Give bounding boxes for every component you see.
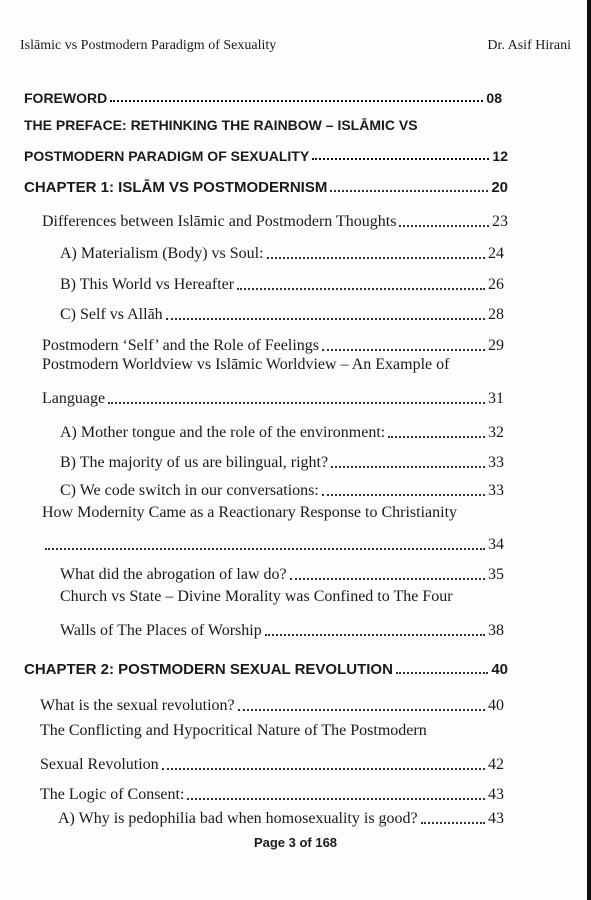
dot-leader: [421, 822, 485, 824]
toc-modernity-line1: How Modernity Came as a Reactionary Response to Christianity: [42, 504, 458, 521]
dot-leader: [166, 318, 485, 320]
toc-label: Language: [42, 390, 106, 407]
toc-entry-bilingual[interactable]: [60, 450, 504, 472]
toc-label: FOREWORD: [24, 90, 108, 106]
dot-leader: [238, 709, 485, 711]
toc-entry-foreword[interactable]: [24, 84, 502, 106]
toc-label: Differences between Islāmic and Postmodern Thoughts: [42, 213, 397, 230]
toc-entry-preface[interactable]: [24, 142, 508, 164]
toc-page-number: 38: [488, 622, 504, 639]
dot-leader: [267, 257, 485, 259]
header-author: Dr. Asif Hirani: [487, 38, 571, 53]
dot-leader: [237, 288, 485, 290]
toc-page-number: 08: [486, 90, 502, 106]
toc-label: B) This World vs Hereafter: [60, 276, 235, 293]
toc-label: What is the sexual revolution?: [40, 697, 235, 714]
toc-entry-postmodern-self[interactable]: [42, 333, 504, 355]
toc-label: Postmodern ‘Self’ and the Role of Feelings: [42, 337, 319, 354]
running-header: [20, 38, 571, 60]
toc-label: B) The majority of us are bilingual, right?: [60, 454, 329, 471]
toc-church-line1: Church vs State – Divine Morality was Confined to The Four: [60, 588, 453, 605]
toc-entry-logic-of-consent[interactable]: [40, 782, 504, 804]
toc-page-number: 31: [488, 390, 504, 407]
toc-page-number: 35: [488, 566, 504, 583]
toc-label: Sexual Revolution: [40, 756, 159, 773]
dot-leader: [322, 349, 485, 351]
dot-leader: [187, 798, 485, 800]
dot-leader: [45, 548, 485, 550]
toc-entry-abrogation[interactable]: [60, 562, 504, 584]
toc-page-number: 33: [488, 454, 504, 471]
toc-entry-differences[interactable]: [42, 209, 508, 231]
dot-leader: [108, 402, 485, 404]
toc-conflicting-line1: The Conflicting and Hypocritical Nature of The Postmodern: [40, 722, 427, 739]
toc-page-number: 28: [488, 306, 504, 323]
dot-leader: [110, 100, 483, 102]
dot-leader: [265, 634, 485, 636]
toc-label: A) Why is pedophilia bad when homosexuality is good?: [58, 810, 418, 827]
dot-leader: [290, 578, 485, 580]
dot-leader: [322, 494, 485, 496]
toc-label: C) Self vs Allāh: [60, 306, 163, 323]
toc-worldview-line1: Postmodern Worldview vs Islāmic Worldview – An Example of: [42, 356, 450, 373]
toc-page-number: 24: [488, 245, 504, 262]
toc-page-number: 40: [491, 661, 508, 678]
toc-entry-materialism[interactable]: [60, 241, 504, 263]
toc-page-number: 20: [491, 179, 508, 196]
toc-page-number: 34: [488, 536, 504, 553]
page-number-footer: Page 3 of 168: [253, 835, 338, 850]
toc-label: A) Materialism (Body) vs Soul:: [60, 245, 264, 262]
toc-preface-line1: THE PREFACE: RETHINKING THE RAINBOW – ISLĀMIC VS: [24, 117, 418, 133]
toc-label: A) Mother tongue and the role of the environment:: [60, 424, 386, 441]
toc-page-number: 40: [488, 697, 504, 714]
toc-entry-mother-tongue[interactable]: [60, 420, 504, 442]
toc-page-number: 23: [492, 213, 508, 230]
toc-entry-chapter-1[interactable]: [24, 174, 508, 196]
toc-entry-this-world[interactable]: [60, 272, 504, 294]
toc-page-number: 33: [488, 482, 504, 499]
scan-edge-shadow: [587, 0, 591, 900]
toc-page-number: 29: [488, 337, 504, 354]
dot-leader: [331, 466, 485, 468]
toc-entry-pedophilia[interactable]: [58, 806, 504, 828]
toc-label: CHAPTER 1: ISLĀM VS POSTMODERNISM: [24, 179, 328, 196]
dot-leader: [399, 225, 489, 227]
toc-label: POSTMODERN PARADIGM OF SEXUALITY: [24, 148, 310, 164]
toc-label: The Logic of Consent:: [40, 786, 185, 803]
toc-entry-self-vs-allah[interactable]: [60, 302, 504, 324]
toc-label: C) We code switch in our conversations:: [60, 482, 319, 499]
toc-entry-church-vs-state[interactable]: [60, 618, 504, 640]
toc-entry-modernity[interactable]: [42, 532, 504, 554]
toc-page-number: 43: [488, 810, 504, 827]
toc-entry-conflicting-nature[interactable]: [40, 752, 504, 774]
dot-leader: [312, 158, 489, 160]
dot-leader: [162, 768, 485, 770]
toc-entry-worldview[interactable]: [42, 386, 504, 408]
toc-page-number: 32: [488, 424, 504, 441]
toc-label: CHAPTER 2: POSTMODERN SEXUAL REVOLUTION: [24, 661, 393, 678]
toc-page-number: 42: [488, 756, 504, 773]
dot-leader: [396, 672, 488, 674]
toc-entry-code-switch[interactable]: [60, 478, 504, 500]
toc-entry-what-is-revolution[interactable]: [40, 693, 504, 715]
header-book-title: Islāmic vs Postmodern Paradigm of Sexuality: [20, 38, 277, 53]
toc-page-number: 12: [492, 148, 508, 164]
dot-leader: [388, 436, 485, 438]
toc-page-number: 43: [488, 786, 504, 803]
dot-leader: [330, 190, 488, 192]
toc-label: What did the abrogation of law do?: [60, 566, 287, 583]
toc-entry-chapter-2[interactable]: [24, 656, 508, 678]
toc-page-number: 26: [488, 276, 504, 293]
toc-label: Walls of The Places of Worship: [60, 622, 262, 639]
